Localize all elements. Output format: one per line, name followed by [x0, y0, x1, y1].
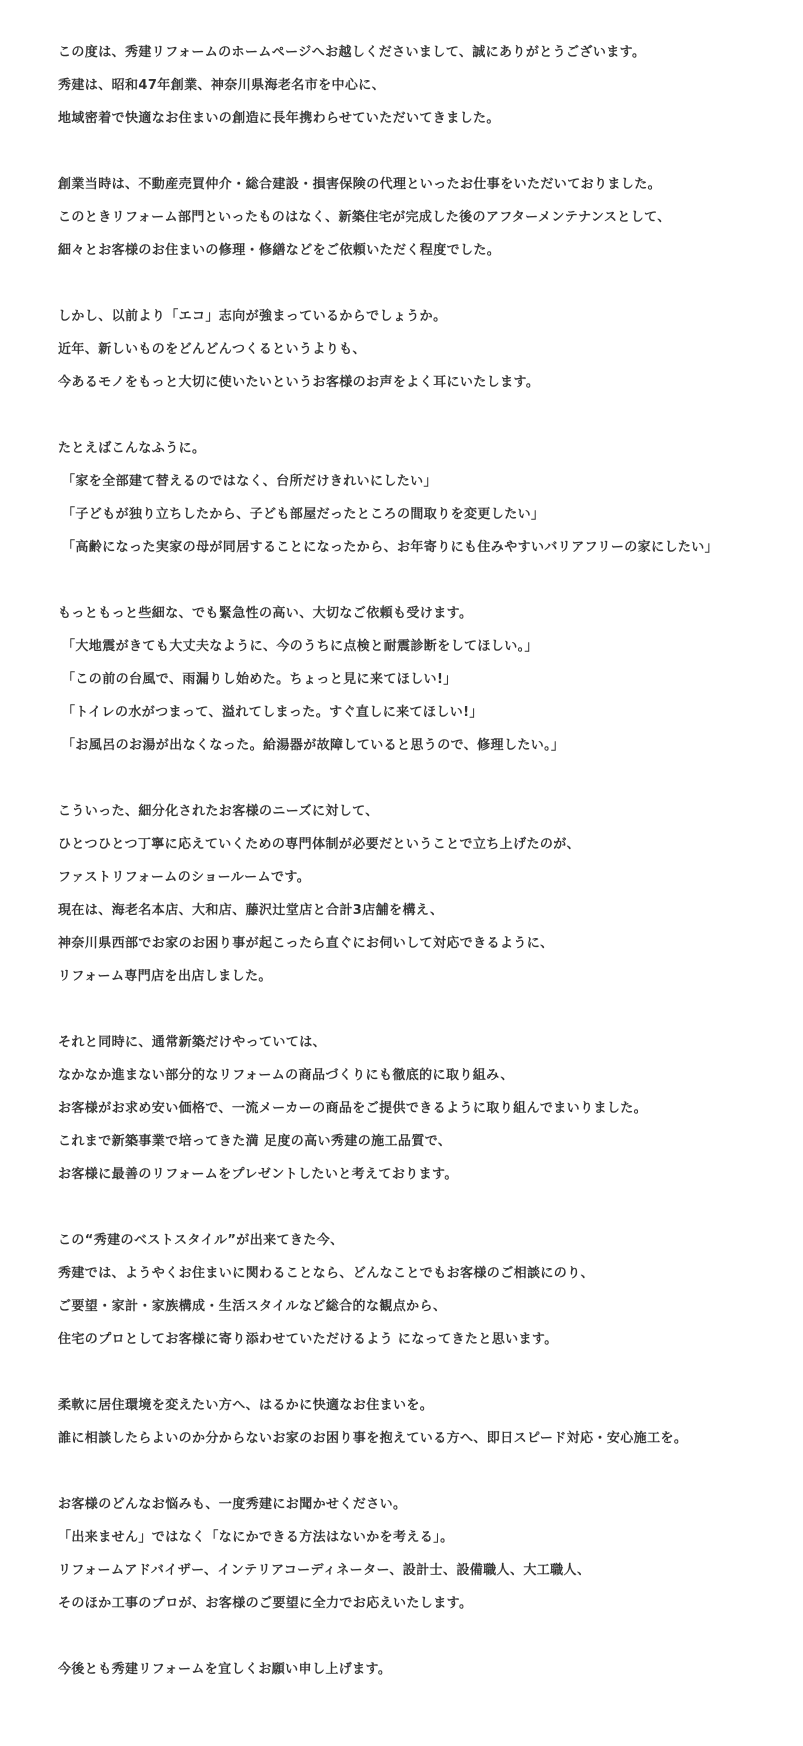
text-line: この“秀建のベストスタイル”が出来てきた今、 — [58, 1233, 344, 1248]
text-line: お客様に最善のリフォームをプレゼントしたいと考えております。 — [58, 1167, 458, 1182]
greeting-paragraph — [58, 36, 798, 135]
greeting-paragraph — [58, 168, 798, 267]
quote-line: 「高齢になった実家の母が同居することになったから、お年寄りにも住みやすいバリアフリーの家にしたい」 — [62, 540, 719, 555]
greeting-paragraph — [58, 597, 798, 762]
text-line: これまで新築事業で培ってきた満 足度の高い秀建の施工品質で、 — [58, 1134, 452, 1149]
text-line: たとえばこんなふうに。 — [58, 441, 206, 456]
greeting-message — [58, 36, 798, 1719]
quote-line: 「家を全部建て替えるのではなく、台所だけきれいにしたい」 — [62, 474, 437, 489]
greeting-paragraph — [58, 1224, 798, 1356]
text-line: 「出来ません」ではなく「なにかできる方法はないかを考える」。 — [58, 1530, 454, 1545]
greeting-paragraph — [58, 795, 798, 993]
text-line: 住宅のプロとしてお客様に寄り添わせていただけるよう になってきたと思います。 — [58, 1332, 558, 1347]
text-line: 誰に相談したらよいのか分からないお家のお困り事を抱えている方へ、即日スピード対応・安心施工を。 — [58, 1431, 688, 1446]
greeting-paragraph — [58, 300, 798, 399]
text-line: ファストリフォームのショールームです。 — [58, 870, 311, 885]
quote-line: 「子どもが独り立ちしたから、子ども部屋だったところの間取りを変更したい」 — [62, 507, 545, 522]
text-line: この度は、秀建リフォームのホームページへお越しくださいまして、誠にありがとうございます。 — [58, 45, 646, 60]
text-line: 神奈川県西部でお家のお困り事が起こったら直ぐにお伺いして対応できるように、 — [58, 936, 554, 951]
text-line: なかなか進まない部分的なリフォームの商品づくりにも徹底的に取り組み、 — [58, 1068, 514, 1083]
text-line: 今後とも秀建リフォームを宜しくお願い申し上げます。 — [58, 1662, 392, 1677]
text-line: 柔軟に居住環境を変えたい方へ、はるかに快適なお住まいを。 — [58, 1398, 434, 1413]
text-line: 秀建では、ようやくお住まいに関わることなら、どんなことでもお客様のご相談にのり、 — [58, 1266, 595, 1281]
quote-line: 「お風呂のお湯が出なくなった。給湯器が故障していると思うので、修理したい。」 — [62, 738, 565, 753]
text-line: こういった、細分化されたお客様のニーズに対して、 — [58, 804, 379, 819]
text-line: しかし、以前より「エコ」志向が強まっているからでしょうか。 — [58, 309, 447, 324]
text-line: リフォームアドバイザー、インテリアコーディネーター、設計士、設備職人、大工職人、 — [58, 1563, 591, 1578]
text-line: お客様がお求め安い価格で、一流メーカーの商品をご提供できるように取り組んでまいりました。 — [58, 1101, 648, 1116]
text-line: 秀建は、昭和47年創業、神奈川県海老名市を中心に、 — [58, 78, 386, 93]
text-line: このときリフォーム部門といったものはなく、新築住宅が完成した後のアフターメンテナンスとして、 — [58, 210, 671, 225]
greeting-paragraph — [58, 432, 798, 564]
text-line: 近年、新しいものをどんどんつくるというよりも、 — [58, 342, 366, 357]
text-line: 現在は、海老名本店、大和店、藤沢辻堂店と合計3店舗を構え、 — [58, 903, 444, 918]
text-line: 細々とお客様のお住まいの修理・修繕などをご依頼いただく程度でした。 — [58, 243, 501, 258]
text-line: そのほか工事のプロが、お客様のご要望に全力でお応えいたします。 — [58, 1596, 473, 1611]
text-line: お客様のどんなお悩みも、一度秀建にお聞かせください。 — [58, 1497, 407, 1512]
quote-line: 「トイレの水がつまって、溢れてしまった。すぐ直しに来てほしい!」 — [62, 705, 483, 720]
text-line: リフォーム専門店を出店しました。 — [58, 969, 272, 984]
text-line: ご要望・家計・家族構成・生活スタイルなど総合的な観点から、 — [58, 1299, 447, 1314]
text-line: もっともっと些細な、でも緊急性の高い、大切なご依頼も受けます。 — [58, 606, 473, 621]
greeting-paragraph — [58, 1653, 798, 1686]
text-line: それと同時に、通常新築だけやっていては、 — [58, 1035, 327, 1050]
text-line: ひとつひとつ丁寧に応えていくための専門体制が必要だということで立ち上げたのが、 — [58, 837, 581, 852]
text-line: 地域密着で快適なお住まいの創造に長年携わらせていただいてきました。 — [58, 111, 500, 126]
greeting-paragraph — [58, 1389, 798, 1455]
quote-line: 「この前の台風で、雨漏りし始めた。ちょっと見に来てほしい!」 — [62, 672, 457, 687]
text-line: 創業当時は、不動産売買仲介・総合建設・損害保険の代理といったお仕事をいただいておりました。 — [58, 177, 662, 192]
text-line: 今あるモノをもっと大切に使いたいというお客様のお声をよく耳にいたします。 — [58, 375, 540, 390]
greeting-paragraph — [58, 1026, 798, 1191]
greeting-paragraph — [58, 1488, 798, 1620]
quote-line: 「大地震がきても大丈夫なように、今のうちに点検と耐震診断をしてほしい。」 — [62, 639, 538, 654]
